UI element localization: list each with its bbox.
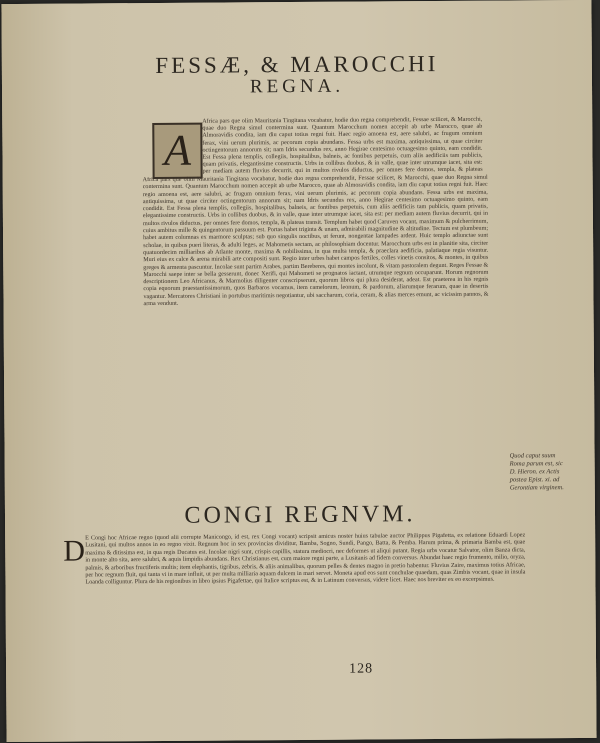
page-number: 128 xyxy=(349,661,374,677)
dropcap-initial-congo: D xyxy=(63,534,86,568)
atlas-page xyxy=(1,0,596,742)
dropcap-initial: A xyxy=(152,123,202,179)
margin-note: Quod caput suum Roma parum est, sic D. Hieron. ex Actis postea Epist. xi. ad Gerontiam virginem. xyxy=(509,452,564,492)
page-title-line2: REGNA. xyxy=(249,75,345,98)
section2-text: E Congi hoc Africae regno (quod alii corrupte Manicongo, id est, rex Congi vocant) scripsit amicus noster huius tabulae auctor Philippus Pigafetta, ex relatione Eduardi Lopez Lusitani, qui multos annos in eo regno vixit. Regnum hoc in sex provincias dividitur, Bamba, Sogno, Sundi, Pango, Batta, & Pemba. Harum prima, & primaria Bamba est, quae maxima & ditissima est, in qua regis Ducatus est. Incolae nigri sunt, crispis capillis, statura mediocri, nec deformes ut aliqui putant. Regia urbs vocatur Salvator, olim Banza dicta, in monte alto sita, aere salubri, & aquis limpidis abundans. Rex Christianus est, cum maiore regni parte, a Lusitanis ad fidem conversus. Abundat haec regio frumento, milio, oryza, palmis, & arboribus fructiferis multis; item elephantis, tigribus, zebris, & aliis animalibus, quorum pelles & dentes magno in pretio habentur. Fluvius Zaire, maximus totius Africae, per hoc regnum fluit, qui tanta vi in mare influit, ut per multa milliaria aquam dulcem in mari servet. Moneta apud eos sunt conchulae quaedam, quas Zimbis vocant, quae in insula Loanda colliguntur. Plura de his regionibus in libro ipsius Pigafettae, qui Italice scriptus est, & in Latinum conversus, videre licet. Haec nos breviter ex eo excerpsimus. xyxy=(85,532,526,586)
page-title-line1: FESSÆ, & MAROCCHI xyxy=(155,51,439,78)
section1-text-body: Africa pars que olim Mauritania Tingitana vocabatur, hodie duo regna comprehendit, Fessae scilicet, & Marocchi, quae duo Regna simul contermina sunt. Quantum Marocchum nomen accepit ab urbe Marocco, quae ab Almoravidis condita, iam diu caput totius regni fuit. Haec regio amoena est, aere salubri, ac frugum omnium ferax, vini uerum plurimis, ac pecorum copia abundans. Fessa urbs est maxima, antiquissima, ut quae circiter octingentorum annorum sit; nam Idris secundus rex, anno Hegirae centesimo octuagesimo quinto, eam condidit. Est Fessa plena templis, collegiis, hospitalibus, balneis, ac fontibus perpetuis, cum aliis aedificiis tam publicis, quam privatis, elegantissime constructis. Urbs in collibus duobus, & in valle, quae inter utrumque iacet, sita est: per mediam autem fluvius decurrit, qui in multos rivulos diductus, per omnes fere domos, templa, & plateas transit. Templum habet quod Caruven vocant, maximum & pulcherrimum, cuius ambitus mille & quingentorum passuum est. Portas habet triginta & unam, admirabili magnitudine & altitudine. Tectum est plumbeum; habet autem columnas ex marmore sculptas; sub quo singulis noctibus, ut ferunt, nongentae lampades ardent. Huic templo adiunctae sunt scholae, in quibus pueri literas, & adulti leges, ac Mahometis sectam, ac philosophiam docentur. Marocchum urbs est in planitie sita, circiter quatuordecim milliaribus ab Atlante monte, maxima & nobilissima, in qua multa templa, & praeclara aedificia, palatiaque regia visuntur. Muri eius ex calce & arena mirabili arte compositi sunt. Regio inter urbes habet campos fertiles, colles vinetis consitos, & montes, in quibus greges & armenta pascuntur. Incolae sunt partim Arabes, partim Bereberes, qui montes incolunt, & vitam pastoralem degunt. Reges Fessae & Marocchi saepe inter se bella gesserunt, donec Xerifi, qui Mahometi se prognatos iactant, utrumque regnum occuparunt. Horum regnorum descriptionem Leo Africanus, & Marmolius diligenter conscripserunt, quorum libros qui plura desiderat, adeat. Est praeterea in his regnis copia equorum praestantissimorum, quos Barbaros vocamus, item camelorum, leonum, & pardorum, aliarumque ferarum, quae in desertis vagantur. Mercatores Christiani in portubus maritimis negotiantur, ubi saccharum, coria, ceram, & alias merces emunt, ac vicissim pannos, & arma vendunt. xyxy=(142,174,489,308)
section2-title: CONGI REGNVM. xyxy=(184,501,416,529)
section1-text-lead: Africa pars que olim Mauritania Tingitana vocabatur, hodie duo regna comprehendit, Fessae scilicet, & Marocchi, quae duo Regna simul contermina sunt. Quantum Marocchum nomen accepit ab urbe Marocco, quae ab Almoravidis condita, iam diu caput totius regni fuit. Haec regio amoena est, aere salubri, ac frugum omnium ferax, vini uerum plurimis, ac pecorum copia abundans. Fessa urbs est maxima, antiquissima, ut quae circiter octingentorum annorum sit; nam Idris secundus rex, anno Hegirae centesimo octuagesimo quinto, eam condidit. Est Fessa plena templis, collegiis, hospitalibus, balneis, ac fontibus perpetuis, cum aliis aedificiis tam publicis, quam privatis, elegantissime constructis. Urbs in collibus duobus, & in valle, quae inter utrumque iacet, sita est: per mediam autem fluvius decurrit, qui in multos rivulos diductus, per omnes fere domos, templa, & plateas xyxy=(202,116,483,175)
